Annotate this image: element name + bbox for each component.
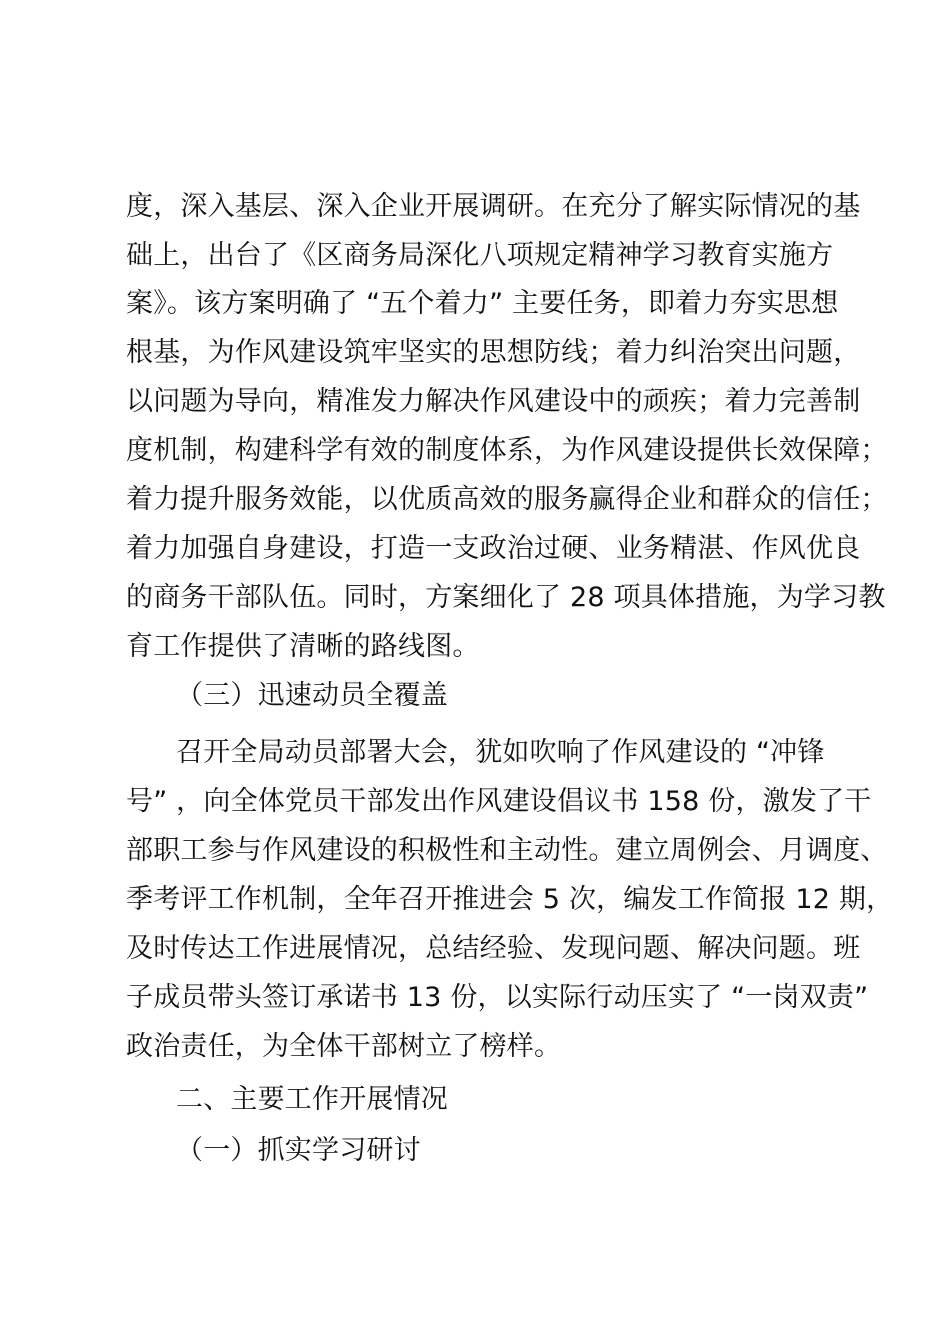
paragraph-line: 号” ，向全体党员干部发出作风建设倡议书 158 份，激发了干 [126,786,872,817]
paragraph-line: 政治责任，为全体干部树立了榜样。 [126,1031,562,1062]
paragraph-line: 召开全局动员部署大会，犹如吹响了作风建设的 “冲锋 [176,737,825,768]
paragraph-line: 及时传达工作进展情况，总结经验、发现问题、解决问题。班 [126,933,861,964]
paragraph-line: 案》。该方案明确了 “五个着力” 主要任务，即着力夯实思想 [126,288,839,319]
section-heading: （三）迅速动员全覆盖 [176,680,448,711]
paragraph-line: 以问题为导向，精准发力解决作风建设中的顽疾；着力完善制 [126,386,861,417]
subsection-heading: （一）抓实学习研讨 [176,1135,421,1166]
paragraph-line: 础上，出台了《区商务局深化八项规定精神学习教育实施方 [126,240,834,271]
paragraph-line: 根基，为作风建设筑牢坚实的思想防线；着力纠治突出问题， [126,337,861,368]
paragraph-line: 部职工参与作风建设的积极性和主动性。建立周例会、月调度、 [126,835,888,866]
paragraph-line: 度，深入基层、深入企业开展调研。在充分了解实际情况的基 [126,191,861,222]
paragraph-line: 子成员带头签订承诺书 13 份，以实际行动压实了 “一岗双责” [126,982,869,1013]
paragraph-line: 着力提升服务效能，以优质高效的服务赢得企业和群众的信任； [126,484,888,515]
paragraph-line: 着力加强自身建设，打造一支政治过硬、业务精湛、作风优良 [126,533,861,564]
paragraph-line: 季考评工作机制，全年召开推进会 5 次，编发工作简报 12 期， [126,884,894,915]
paragraph-line: 育工作提供了清晰的路线图。 [126,631,480,662]
paragraph-line: 度机制，构建科学有效的制度体系，为作风建设提供长效保障； [126,435,888,466]
paragraph-line: 的商务干部队伍。同时，方案细化了 28 项具体措施，为学习教 [126,582,886,613]
part-heading: 二、主要工作开展情况 [176,1084,448,1115]
